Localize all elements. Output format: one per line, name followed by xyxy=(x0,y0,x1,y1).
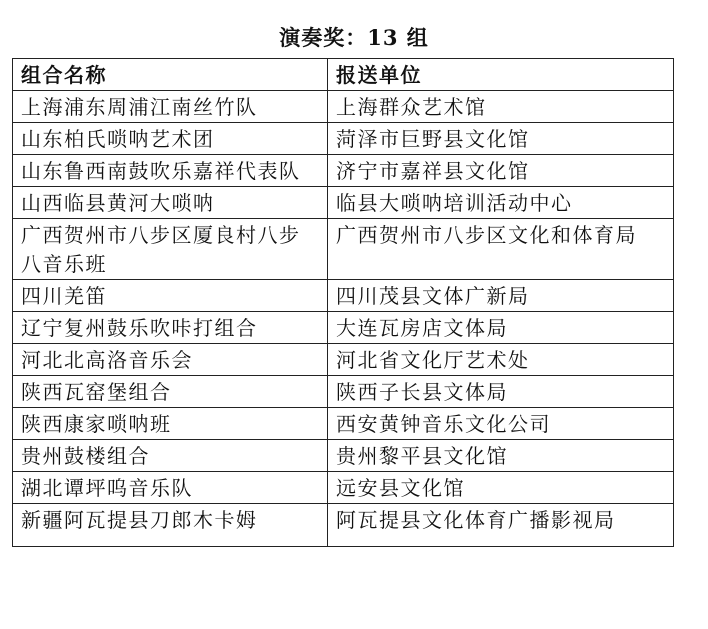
table-row xyxy=(13,280,674,312)
award-table xyxy=(12,58,674,547)
group-name-cell: 山西临县黄河大唢呐 xyxy=(13,187,328,219)
submitting-unit-cell: 济宁市嘉祥县文化馆 xyxy=(328,155,674,187)
submitting-unit-cell: 陕西子长县文体局 xyxy=(328,376,674,408)
submitting-unit-cell: 菏泽市巨野县文化馆 xyxy=(328,123,674,155)
group-name-cell: 河北北高洛音乐会 xyxy=(13,344,328,376)
submitting-unit-cell: 上海群众艺术馆 xyxy=(328,91,674,123)
submitting-unit-cell: 河北省文化厅艺术处 xyxy=(328,344,674,376)
table-row xyxy=(13,155,674,187)
group-name-cell: 辽宁复州鼓乐吹咔打组合 xyxy=(13,312,328,344)
group-name-cell: 陕西瓦窑堡组合 xyxy=(13,376,328,408)
column-header-group-name: 组合名称 xyxy=(13,59,328,91)
table-row xyxy=(13,376,674,408)
table-row xyxy=(13,91,674,123)
group-name-cell: 陕西康家唢呐班 xyxy=(13,408,328,440)
submitting-unit-cell: 西安黄钟音乐文化公司 xyxy=(328,408,674,440)
group-name-cell: 上海浦东周浦江南丝竹队 xyxy=(13,91,328,123)
group-name-cell: 四川羌笛 xyxy=(13,280,328,312)
submitting-unit-cell: 贵州黎平县文化馆 xyxy=(328,440,674,472)
table-row xyxy=(13,504,674,547)
table-row xyxy=(13,312,674,344)
group-name-cell: 贵州鼓楼组合 xyxy=(13,440,328,472)
group-name-cell: 山东鲁西南鼓吹乐嘉祥代表队 xyxy=(13,155,328,187)
group-name-cell: 湖北谭坪呜音乐队 xyxy=(13,472,328,504)
table-row xyxy=(13,440,674,472)
table-row xyxy=(13,408,674,440)
table-row xyxy=(13,123,674,155)
group-name-cell: 新疆阿瓦提县刀郎木卡姆 xyxy=(13,504,328,547)
submitting-unit-cell: 大连瓦房店文体局 xyxy=(328,312,674,344)
table-row xyxy=(13,187,674,219)
group-name-cell: 广西贺州市八步区厦良村八步八音乐班 xyxy=(13,219,328,280)
submitting-unit-cell: 阿瓦提县文化体育广播影视局 xyxy=(328,504,674,547)
table-row xyxy=(13,344,674,376)
column-header-submitting-unit: 报送单位 xyxy=(328,59,674,91)
submitting-unit-cell: 远安县文化馆 xyxy=(328,472,674,504)
group-name-cell: 山东柏氏唢呐艺术团 xyxy=(13,123,328,155)
submitting-unit-cell: 四川茂县文体广新局 xyxy=(328,280,674,312)
submitting-unit-cell: 临县大唢呐培训活动中心 xyxy=(328,187,674,219)
page-title: 演奏奖：13 组 xyxy=(279,25,429,50)
submitting-unit-cell: 广西贺州市八步区文化和体育局 xyxy=(328,219,674,280)
table-row xyxy=(13,219,674,280)
table-header-row xyxy=(13,59,674,91)
table-row xyxy=(13,472,674,504)
